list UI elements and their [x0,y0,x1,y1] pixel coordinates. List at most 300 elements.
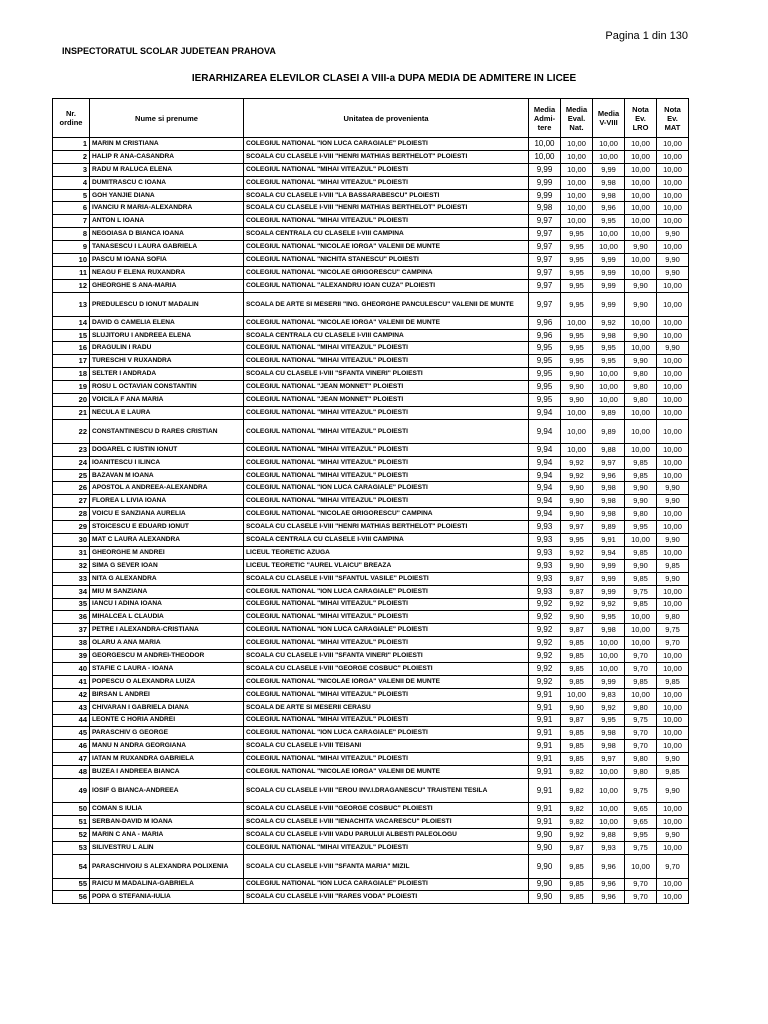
table-row [53,292,689,316]
table-row [53,727,689,740]
row-number: 49 [53,778,90,802]
header-admitere: Media Admi-tere [529,99,561,138]
row-number: 11 [53,266,90,279]
nota-lro: 9,70 [625,740,657,753]
row-number: 20 [53,394,90,407]
school-name: COLEGIUL NATIONAL "MIHAI VITEAZUL" PLOIESTI [244,355,529,368]
school-name: COLEGIUL NATIONAL "MIHAI VITEAZUL" PLOIESTI [244,419,529,443]
row-number: 18 [53,368,90,381]
row-number: 22 [53,419,90,443]
table-row [53,611,689,624]
row-number: 40 [53,662,90,675]
student-name: DOGAREL C IUSTIN IONUT [90,443,244,456]
nota-lro: 9,90 [625,241,657,254]
table-row [53,202,689,215]
row-number: 16 [53,342,90,355]
media-admitere: 10,00 [529,150,561,163]
student-name: IOANITESCU I ILINCA [90,456,244,469]
row-number: 24 [53,456,90,469]
row-number: 5 [53,189,90,202]
media-v-viii: 10,00 [593,368,625,381]
media-v-viii: 9,99 [593,585,625,598]
student-name: VOICILA F ANA MARIA [90,394,244,407]
media-v-viii: 9,98 [593,727,625,740]
school-name: COLEGIUL NATIONAL "MIHAI VITEAZUL" PLOIESTI [244,456,529,469]
media-v-viii: 10,00 [593,637,625,650]
table-row [53,559,689,572]
media-eval-nat: 10,00 [561,163,593,176]
media-admitere: 9,91 [529,701,561,714]
student-name: NEAGU F ELENA RUXANDRA [90,266,244,279]
student-name: NITA G ALEXANDRA [90,572,244,585]
media-eval-nat: 9,87 [561,585,593,598]
row-number: 25 [53,469,90,482]
nota-lro: 9,85 [625,456,657,469]
nota-mat: 10,00 [657,189,689,202]
header-lro: Nota Ev. LRO [625,99,657,138]
table-row [53,368,689,381]
nota-lro: 10,00 [625,176,657,189]
media-v-viii: 9,99 [593,279,625,292]
table-row [53,841,689,854]
school-name: SCOALA CU CLASELE I-VIII "LA BASSARABESCU" PLOIESTI [244,189,529,202]
row-number: 37 [53,624,90,637]
media-eval-nat: 9,85 [561,727,593,740]
media-admitere: 9,95 [529,342,561,355]
nota-mat: 10,00 [657,202,689,215]
ranking-table [52,98,689,904]
media-v-viii: 9,92 [593,701,625,714]
nota-lro: 9,90 [625,355,657,368]
school-name: COLEGIUL NATIONAL "ION LUCA CARAGIALE" PLOIESTI [244,585,529,598]
nota-mat: 9,75 [657,624,689,637]
media-v-viii: 9,98 [593,495,625,508]
media-eval-nat: 10,00 [561,150,593,163]
student-name: GOH YANJIE DIANA [90,189,244,202]
row-number: 39 [53,650,90,663]
table-row [53,802,689,815]
school-name: LICEUL TEORETIC AZUGA [244,546,529,559]
nota-lro: 9,80 [625,508,657,521]
table-row [53,316,689,329]
media-eval-nat: 9,95 [561,228,593,241]
student-name: CONSTANTINESCU D RARES CRISTIAN [90,419,244,443]
nota-lro: 9,80 [625,701,657,714]
media-eval-nat: 9,87 [561,572,593,585]
media-eval-nat: 9,92 [561,456,593,469]
nota-lro: 9,70 [625,727,657,740]
nota-mat: 9,90 [657,495,689,508]
row-number: 27 [53,495,90,508]
document-title: IERARHIZAREA ELEVILOR CLASEI A VIII-a DUPA MEDIA DE ADMITERE IN LICEE [191,73,577,84]
school-name: SCOALA CENTRALA CU CLASELE I-VIII CAMPINA [244,534,529,547]
nota-mat: 10,00 [657,598,689,611]
student-name: BUZEA I ANDREEA BIANCA [90,766,244,779]
media-admitere: 9,94 [529,406,561,419]
media-eval-nat: 9,90 [561,508,593,521]
nota-mat: 10,00 [657,381,689,394]
header-eval: Media Eval. Nat. [561,99,593,138]
nota-mat: 10,00 [657,802,689,815]
media-admitere: 9,92 [529,675,561,688]
row-number: 53 [53,841,90,854]
header-nr: Nr. ordine [53,99,90,138]
media-admitere: 9,93 [529,546,561,559]
school-name: COLEGIUL NATIONAL "JEAN MONNET" PLOIESTI [244,394,529,407]
media-eval-nat: 9,92 [561,828,593,841]
media-admitere: 9,95 [529,355,561,368]
media-v-viii: 9,96 [593,854,625,878]
student-name: DRAGULIN I RADU [90,342,244,355]
nota-lro: 9,80 [625,753,657,766]
student-name: IVANCIU R MARIA-ALEXANDRA [90,202,244,215]
media-eval-nat: 9,85 [561,740,593,753]
media-v-viii: 9,97 [593,456,625,469]
nota-mat: 10,00 [657,215,689,228]
media-admitere: 9,96 [529,316,561,329]
row-number: 55 [53,878,90,891]
media-admitere: 9,91 [529,727,561,740]
media-admitere: 9,90 [529,891,561,904]
nota-lro: 9,65 [625,815,657,828]
nota-lro: 9,75 [625,714,657,727]
media-admitere: 9,91 [529,815,561,828]
school-name: COLEGIUL NATIONAL "NICOLAE IORGA" VALENII DE MUNTE [244,766,529,779]
nota-lro: 10,00 [625,189,657,202]
media-eval-nat: 10,00 [561,443,593,456]
media-admitere: 9,91 [529,753,561,766]
school-name: COLEGIUL NATIONAL "MIHAI VITEAZUL" PLOIESTI [244,841,529,854]
school-name: SCOALA CU CLASELE I-VIII "EROU INV.I.DRAGANESCU" TRAISTENI TESILA [244,778,529,802]
row-number: 28 [53,508,90,521]
nota-lro: 9,75 [625,585,657,598]
media-v-viii: 9,97 [593,753,625,766]
media-eval-nat: 9,90 [561,495,593,508]
media-v-viii: 10,00 [593,778,625,802]
student-name: MAT C LAURA ALEXANDRA [90,534,244,547]
nota-mat: 9,90 [657,342,689,355]
table-row [53,419,689,443]
table-row [53,546,689,559]
media-eval-nat: 9,90 [561,482,593,495]
media-eval-nat: 10,00 [561,406,593,419]
table-row [53,406,689,419]
row-number: 51 [53,815,90,828]
media-v-viii: 9,95 [593,342,625,355]
row-number: 34 [53,585,90,598]
nota-mat: 10,00 [657,394,689,407]
table-row [53,495,689,508]
media-admitere: 9,91 [529,740,561,753]
student-name: MANU N ANDRA GEORGIANA [90,740,244,753]
table-row [53,675,689,688]
row-number: 45 [53,727,90,740]
media-v-viii: 9,89 [593,521,625,534]
media-admitere: 9,94 [529,469,561,482]
student-name: GHEORGHE M ANDREI [90,546,244,559]
nota-lro: 9,70 [625,650,657,663]
nota-mat: 10,00 [657,406,689,419]
table-row [53,815,689,828]
nota-lro: 10,00 [625,202,657,215]
media-eval-nat: 9,85 [561,650,593,663]
media-v-viii: 10,00 [593,802,625,815]
nota-mat: 10,00 [657,688,689,701]
media-admitere: 9,91 [529,714,561,727]
row-number: 41 [53,675,90,688]
student-name: GHEORGHE S ANA-MARIA [90,279,244,292]
institution-name: INSPECTORATUL SCOLAR JUDETEAN PRAHOVA [62,46,276,56]
row-number: 31 [53,546,90,559]
student-name: POPESCU O ALEXANDRA LUIZA [90,675,244,688]
media-v-viii: 10,00 [593,662,625,675]
media-admitere: 9,93 [529,585,561,598]
media-admitere: 9,97 [529,279,561,292]
nota-mat: 9,90 [657,828,689,841]
school-name: COLEGIUL NATIONAL "ION LUCA CARAGIALE" PLOIESTI [244,482,529,495]
row-number: 6 [53,202,90,215]
nota-mat: 10,00 [657,469,689,482]
media-v-viii: 9,99 [593,266,625,279]
media-admitere: 9,92 [529,662,561,675]
table-row [53,443,689,456]
media-eval-nat: 9,82 [561,802,593,815]
media-eval-nat: 9,85 [561,662,593,675]
media-eval-nat: 9,92 [561,598,593,611]
school-name: SCOALA CU CLASELE I-VIII VADU PARULUI ALBESTI PALEOLOGU [244,828,529,841]
nota-mat: 9,90 [657,753,689,766]
media-v-viii: 9,88 [593,443,625,456]
row-number: 2 [53,150,90,163]
table-header-row [53,99,689,138]
row-number: 47 [53,753,90,766]
nota-lro: 10,00 [625,534,657,547]
nota-mat: 9,90 [657,572,689,585]
student-name: VOICU E SANZIANA AURELIA [90,508,244,521]
media-admitere: 9,95 [529,394,561,407]
table-row [53,650,689,663]
media-eval-nat: 10,00 [561,189,593,202]
student-name: IOSIF G BIANCA-ANDREEA [90,778,244,802]
media-v-viii: 9,92 [593,598,625,611]
school-name: COLEGIUL NATIONAL "MIHAI VITEAZUL" PLOIESTI [244,714,529,727]
nota-lro: 9,80 [625,766,657,779]
student-name: RAICU M MADALINA-GABRIELA [90,878,244,891]
nota-lro: 9,85 [625,598,657,611]
table-row [53,279,689,292]
school-name: SCOALA DE ARTE SI MESERII CERASU [244,701,529,714]
student-name: BIRSAN L ANDREI [90,688,244,701]
header-mat: Nota Ev. MAT [657,99,689,138]
media-v-viii: 9,93 [593,841,625,854]
school-name: SCOALA CU CLASELE I-VIII "SFANTA MARIA" MIZIL [244,854,529,878]
nota-mat: 9,90 [657,778,689,802]
school-name: SCOALA CU CLASELE I-VIII TEISANI [244,740,529,753]
row-number: 7 [53,215,90,228]
media-admitere: 9,95 [529,368,561,381]
school-name: SCOALA CU CLASELE I-VIII "SFANTA VINERI" PLOIESTI [244,368,529,381]
media-eval-nat: 9,87 [561,624,593,637]
nota-lro: 10,00 [625,688,657,701]
school-name: COLEGIUL NATIONAL "MIHAI VITEAZUL" PLOIESTI [244,753,529,766]
row-number: 42 [53,688,90,701]
table-row [53,329,689,342]
media-admitere: 9,94 [529,495,561,508]
row-number: 1 [53,138,90,151]
media-admitere: 9,92 [529,637,561,650]
media-admitere: 9,91 [529,766,561,779]
nota-lro: 10,00 [625,611,657,624]
student-name: ANTON L IOANA [90,215,244,228]
media-eval-nat: 9,92 [561,469,593,482]
nota-mat: 10,00 [657,355,689,368]
nota-mat: 10,00 [657,878,689,891]
media-admitere: 9,92 [529,598,561,611]
row-number: 38 [53,637,90,650]
nota-lro: 10,00 [625,443,657,456]
media-admitere: 9,98 [529,202,561,215]
table-row [53,598,689,611]
nota-lro: 10,00 [625,624,657,637]
media-v-viii: 9,96 [593,878,625,891]
nota-mat: 10,00 [657,368,689,381]
media-eval-nat: 9,95 [561,534,593,547]
nota-mat: 10,00 [657,241,689,254]
nota-lro: 10,00 [625,215,657,228]
media-v-viii: 9,99 [593,163,625,176]
media-eval-nat: 9,90 [561,394,593,407]
row-number: 4 [53,176,90,189]
nota-lro: 10,00 [625,150,657,163]
media-eval-nat: 10,00 [561,215,593,228]
table-row [53,138,689,151]
page-number: Pagina 1 din 130 [605,30,688,42]
media-eval-nat: 10,00 [561,316,593,329]
student-name: SERBAN-DAVID M IOANA [90,815,244,828]
student-name: GEORGESCU M ANDREI-THEODOR [90,650,244,663]
row-number: 29 [53,521,90,534]
media-v-viii: 9,94 [593,546,625,559]
student-name: MIHALCEA L CLAUDIA [90,611,244,624]
table-row [53,534,689,547]
school-name: SCOALA CENTRALA CU CLASELE I-VIII CAMPINA [244,228,529,241]
media-eval-nat: 9,90 [561,701,593,714]
table-row [53,355,689,368]
table-row [53,688,689,701]
student-name: SIMA G SEVER IOAN [90,559,244,572]
school-name: SCOALA CU CLASELE I-VIII "GEORGE COSBUC" PLOIESTI [244,662,529,675]
student-name: SELTER I ANDRADA [90,368,244,381]
table-row [53,381,689,394]
table-row [53,163,689,176]
media-admitere: 9,90 [529,828,561,841]
header-v-viii: Media V-VIII [593,99,625,138]
media-v-viii: 10,00 [593,650,625,663]
school-name: COLEGIUL NATIONAL "ION LUCA CARAGIALE" PLOIESTI [244,727,529,740]
table-row [53,572,689,585]
media-eval-nat: 9,85 [561,637,593,650]
school-name: SCOALA CU CLASELE I-VIII "RARES VODA" PLOIESTI [244,891,529,904]
row-number: 23 [53,443,90,456]
school-name: COLEGIUL NATIONAL "ION LUCA CARAGIALE" PLOIESTI [244,138,529,151]
student-name: CHIVARAN I GABRIELA DIANA [90,701,244,714]
nota-lro: 9,85 [625,546,657,559]
nota-mat: 9,90 [657,254,689,267]
nota-mat: 10,00 [657,279,689,292]
school-name: COLEGIUL NATIONAL "NICOLAE GRIGORESCU" CAMPINA [244,266,529,279]
media-admitere: 9,97 [529,228,561,241]
school-name: COLEGIUL NATIONAL "NICOLAE IORGA" VALENII DE MUNTE [244,675,529,688]
nota-mat: 9,90 [657,534,689,547]
media-admitere: 9,90 [529,878,561,891]
nota-lro: 9,90 [625,482,657,495]
table-row [53,753,689,766]
school-name: SCOALA CU CLASELE I-VIII "HENRI MATHIAS BERTHELOT" PLOIESTI [244,150,529,163]
media-eval-nat: 10,00 [561,419,593,443]
nota-lro: 9,70 [625,891,657,904]
media-v-viii: 9,99 [593,675,625,688]
media-eval-nat: 10,00 [561,688,593,701]
media-v-viii: 9,95 [593,714,625,727]
school-name: COLEGIUL NATIONAL "MIHAI VITEAZUL" PLOIESTI [244,163,529,176]
student-name: LEONTE C HORIA ANDREI [90,714,244,727]
media-admitere: 9,94 [529,443,561,456]
student-name: TURESCHI V RUXANDRA [90,355,244,368]
student-name: OLARU A ANA MARIA [90,637,244,650]
media-v-viii: 9,89 [593,406,625,419]
student-name: ROSU L OCTAVIAN CONSTANTIN [90,381,244,394]
media-eval-nat: 9,90 [561,368,593,381]
row-number: 46 [53,740,90,753]
nota-mat: 9,85 [657,766,689,779]
media-eval-nat: 9,95 [561,279,593,292]
student-name: STAFIE C LAURA - IOANA [90,662,244,675]
school-name: LICEUL TEORETIC "AUREL VLAICU" BREAZA [244,559,529,572]
media-admitere: 9,91 [529,778,561,802]
media-eval-nat: 9,82 [561,766,593,779]
media-admitere: 9,96 [529,329,561,342]
nota-lro: 9,85 [625,675,657,688]
media-admitere: 9,90 [529,841,561,854]
nota-mat: 9,90 [657,266,689,279]
row-number: 15 [53,329,90,342]
nota-lro: 9,75 [625,778,657,802]
student-name: MIU M SANZIANA [90,585,244,598]
media-admitere: 9,93 [529,572,561,585]
table-row [53,521,689,534]
table-row [53,637,689,650]
media-v-viii: 9,99 [593,572,625,585]
media-v-viii: 9,98 [593,176,625,189]
table-row [53,854,689,878]
nota-mat: 10,00 [657,815,689,828]
nota-lro: 9,85 [625,469,657,482]
media-admitere: 9,97 [529,215,561,228]
student-name: STOICESCU E EDUARD IONUT [90,521,244,534]
table-row [53,778,689,802]
nota-mat: 10,00 [657,891,689,904]
student-name: NECULA E LAURA [90,406,244,419]
row-number: 54 [53,854,90,878]
media-admitere: 9,91 [529,802,561,815]
table-row [53,740,689,753]
table-row [53,891,689,904]
media-admitere: 9,97 [529,266,561,279]
row-number: 26 [53,482,90,495]
media-eval-nat: 9,85 [561,854,593,878]
school-name: COLEGIUL NATIONAL "ALEXANDRU IOAN CUZA" PLOIESTI [244,279,529,292]
header-school: Unitatea de provenienta [244,99,529,138]
